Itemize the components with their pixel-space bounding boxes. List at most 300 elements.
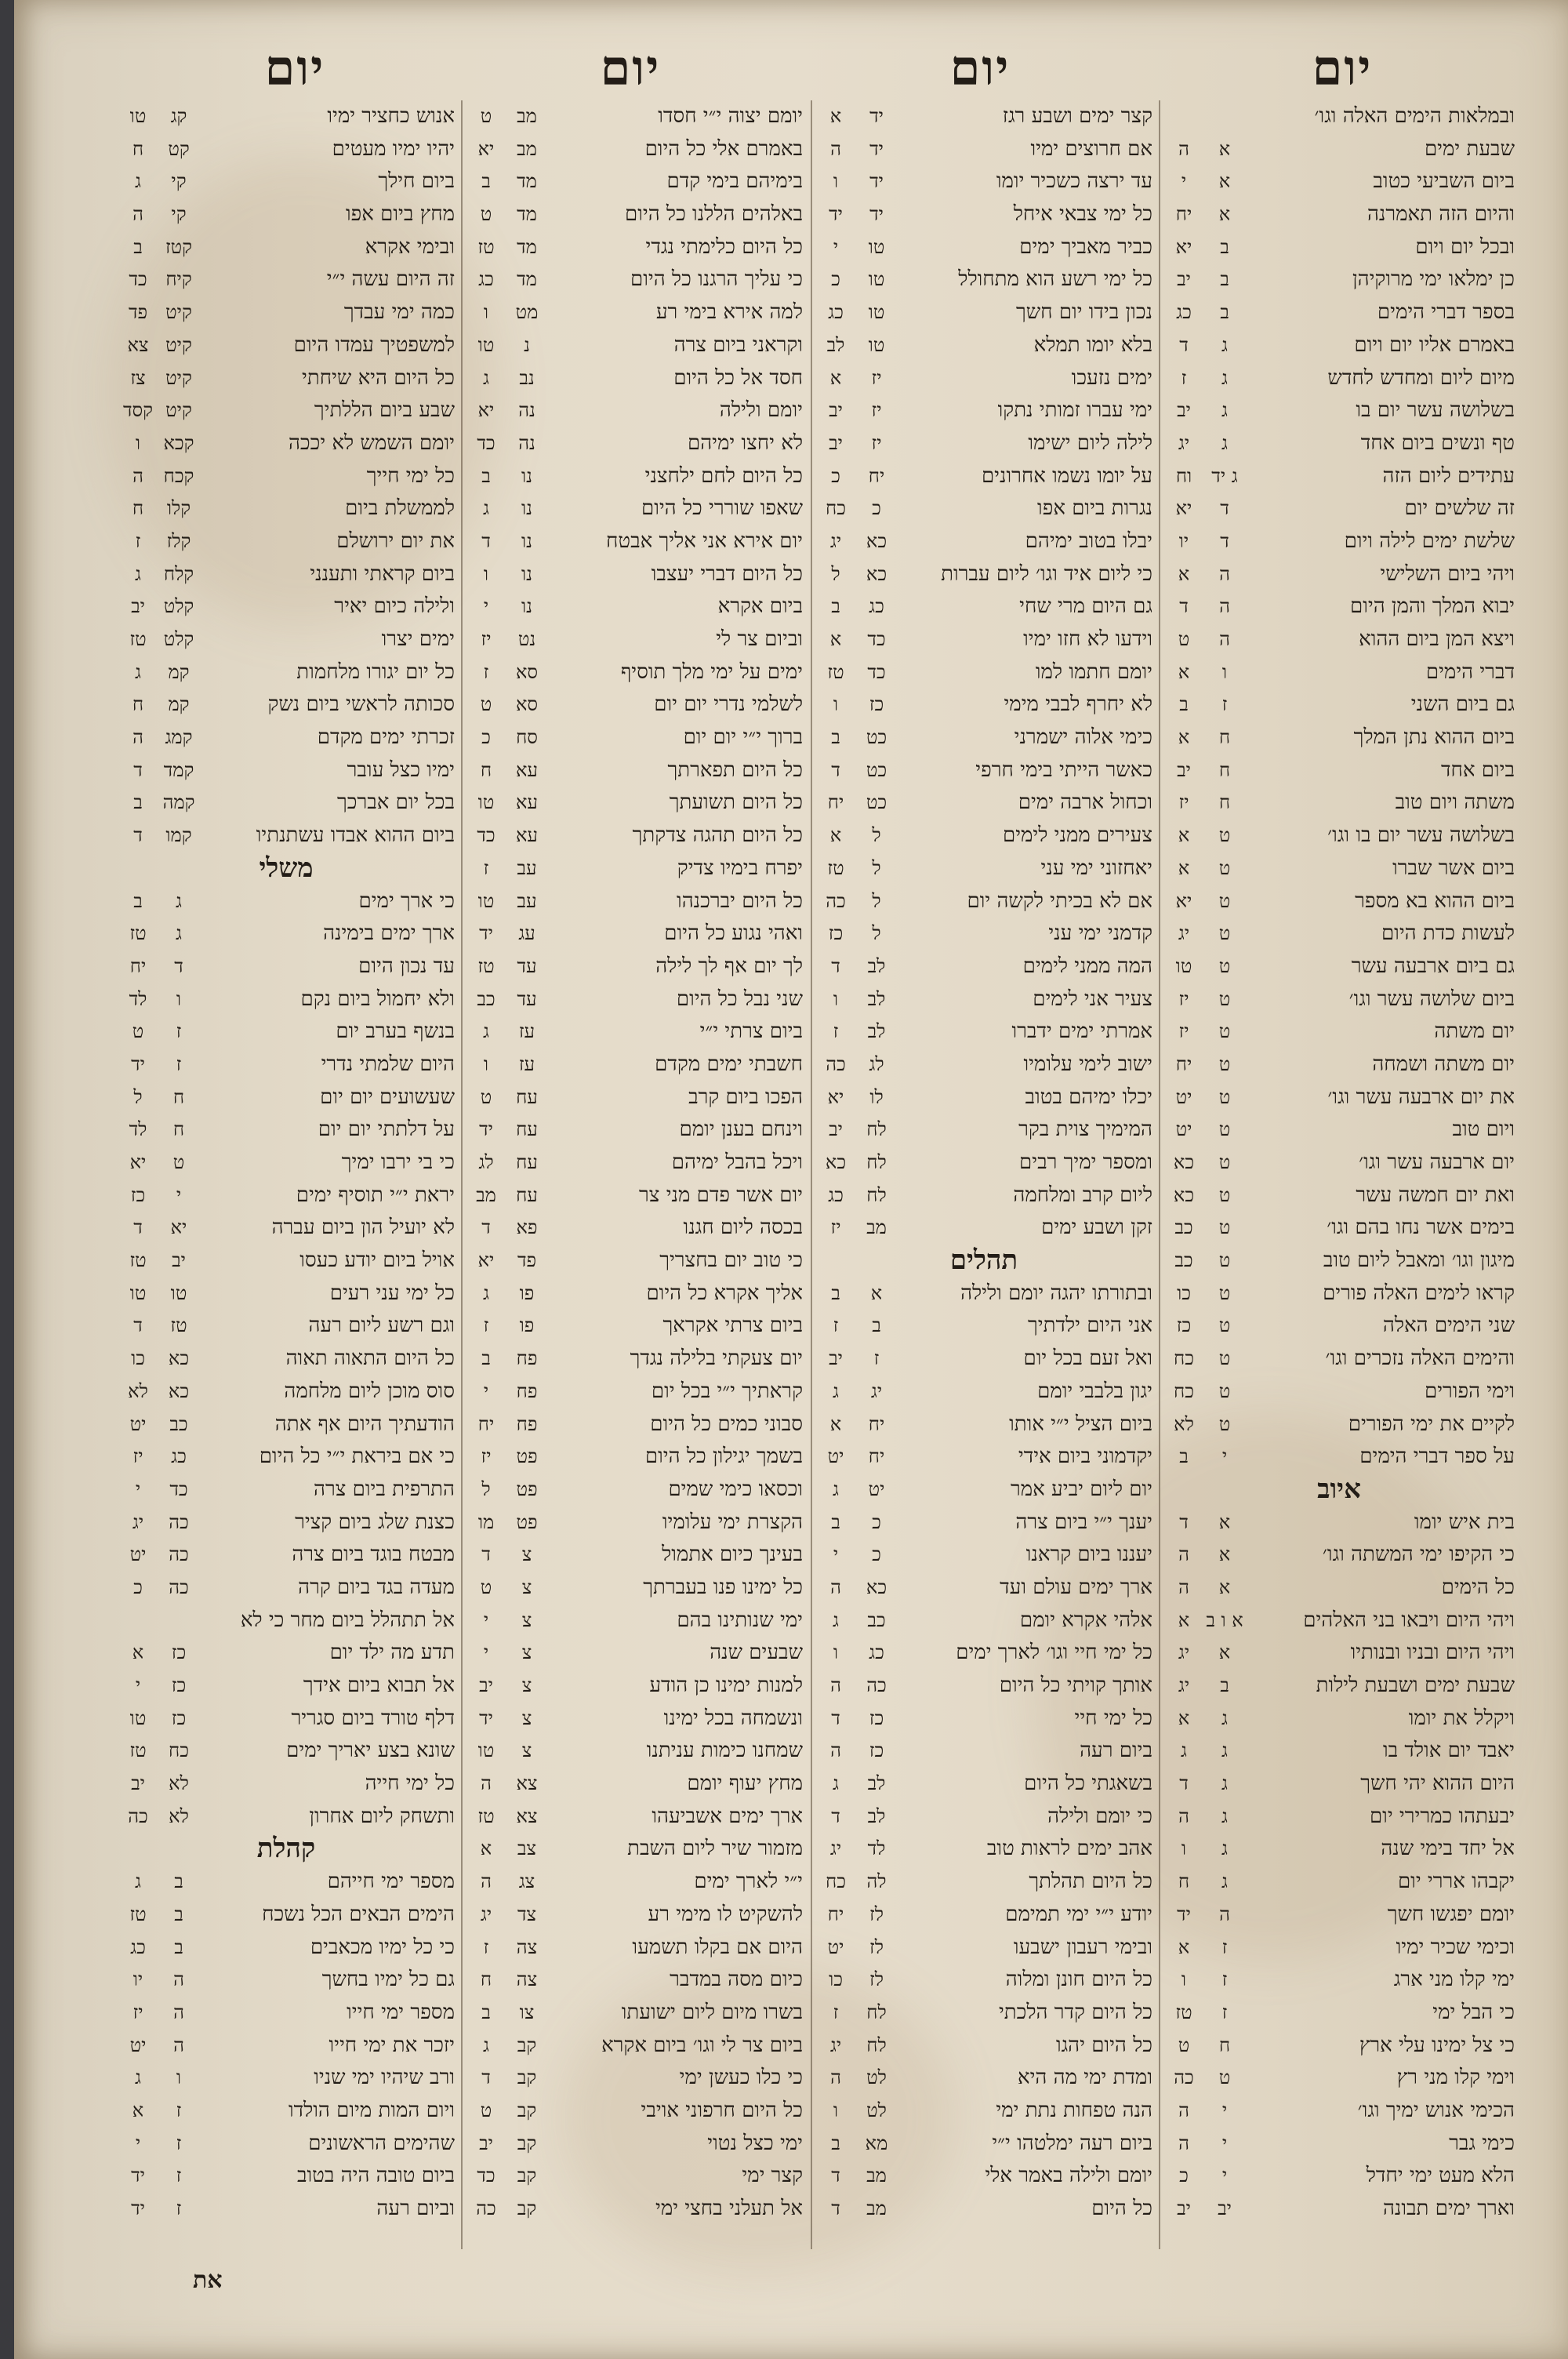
chapter-number: כ xyxy=(872,497,881,520)
verse-number: יג xyxy=(1178,1641,1190,1664)
concordance-entry xyxy=(815,2128,1154,2161)
verse-number: ד xyxy=(133,758,143,781)
chapter-number: קב xyxy=(517,2197,537,2219)
entry-phrase: בשאגתי כל היום xyxy=(1024,1772,1152,1796)
chapter-number: נב xyxy=(519,366,535,389)
chapter-number: סח xyxy=(516,726,538,749)
verse-number: א xyxy=(1178,824,1190,847)
concordance-entry xyxy=(466,100,804,133)
verse-number: ז xyxy=(483,1936,489,1958)
verse-number: יא xyxy=(1175,889,1192,912)
concordance-entry xyxy=(815,1343,1154,1376)
chapter-number: כה xyxy=(169,1510,189,1533)
chapter-number: נו xyxy=(521,529,532,552)
chapter-number: צא xyxy=(516,1772,538,1795)
entry-phrase: התרפית ביום צרה xyxy=(314,1477,455,1501)
verse-number: יט xyxy=(827,1936,844,1958)
chapter-number: פט xyxy=(516,1445,538,1468)
concordance-entry xyxy=(466,558,804,591)
verse-number: טז xyxy=(129,1739,147,1762)
concordance-entry xyxy=(815,754,1154,787)
chapter-number: עב xyxy=(517,856,537,879)
concordance-entry xyxy=(118,1114,456,1147)
entry-phrase: היום אם בקלו תשמעו xyxy=(632,1935,803,1959)
entry-phrase: ויום טוב xyxy=(1452,1118,1515,1142)
concordance-entry xyxy=(1163,2193,1516,2226)
verse-number: י xyxy=(483,595,489,618)
concordance-entry xyxy=(118,1539,456,1572)
concordance-entry xyxy=(815,329,1154,362)
verse-number: א xyxy=(1178,1936,1190,1958)
verse-number: א xyxy=(1178,726,1190,749)
concordance-entry xyxy=(1163,1310,1516,1343)
concordance-entry xyxy=(1163,820,1516,852)
verse-number: ד xyxy=(481,1543,491,1566)
chapter-number: א xyxy=(1218,203,1231,226)
concordance-entry xyxy=(1163,329,1516,362)
chapter-number: לה xyxy=(866,1870,887,1893)
chapter-number: קלז xyxy=(166,529,191,552)
entry-phrase: הלא מעט ימי יחדל xyxy=(1366,2164,1515,2188)
entry-phrase: וארך ימים תבונה xyxy=(1382,2197,1515,2220)
verse-number: יז xyxy=(1178,987,1189,1010)
concordance-entry xyxy=(815,1049,1154,1081)
chapter-number: כח xyxy=(169,1739,189,1762)
concordance-entry xyxy=(118,656,456,689)
verse-number: פד xyxy=(128,301,148,324)
chapter-number: יב xyxy=(1218,2197,1232,2219)
chapter-number: ה xyxy=(173,2001,184,2023)
entry-phrase: כימי גבר xyxy=(1449,2131,1515,2155)
verse-number: ג xyxy=(833,1608,839,1631)
concordance-entry xyxy=(118,983,456,1016)
entry-phrase: ויהי היום ויבאו בני האלהים xyxy=(1303,1608,1515,1632)
verse-number: ז xyxy=(833,1314,839,1337)
verse-number: ט xyxy=(480,693,492,716)
chapter-number: ט xyxy=(1218,922,1231,945)
concordance-entry xyxy=(118,591,456,623)
entry-phrase: יענך י״י ביום צרה xyxy=(1015,1510,1152,1534)
chapter-number: כט xyxy=(866,758,887,781)
verse-number: כד xyxy=(129,268,147,291)
verse-number: יז xyxy=(1178,1020,1189,1043)
entry-phrase: בעינך כיום אתמול xyxy=(662,1543,803,1567)
concordance-entry xyxy=(118,722,456,754)
concordance-entry xyxy=(118,2030,456,2063)
chapter-number: לו xyxy=(869,1085,884,1108)
verse-number: ח xyxy=(132,497,144,520)
concordance-entry xyxy=(815,1932,1154,1965)
chapter-number: עד xyxy=(517,987,537,1010)
concordance-entry xyxy=(1163,231,1516,264)
chapter-number: קג xyxy=(170,105,187,127)
entry-phrase: ימיו כצל עובר xyxy=(347,758,455,782)
verse-number: ד xyxy=(831,1805,840,1827)
entry-phrase: למשפטיך עמדו היום xyxy=(293,333,455,357)
entry-phrase: אם חרוצים ימיו xyxy=(1030,136,1152,161)
chapter-number: יח xyxy=(868,464,885,487)
concordance-entry xyxy=(1163,591,1516,623)
verse-number: יד xyxy=(829,203,843,226)
verse-number: ו xyxy=(1181,1968,1187,1991)
chapter-number: ט xyxy=(1218,1281,1231,1304)
chapter-number: נו xyxy=(521,562,532,585)
verse-number: ד xyxy=(831,1707,840,1729)
chapter-number: כה xyxy=(169,1576,189,1598)
verse-number: ה xyxy=(1178,1805,1189,1827)
verse-number: כח xyxy=(826,497,846,520)
chapter-number: יב xyxy=(172,1249,186,1272)
concordance-entry xyxy=(815,525,1154,558)
concordance-entry xyxy=(815,362,1154,395)
entry-phrase: וינחם בענן יומם xyxy=(679,1118,803,1142)
concordance-entry xyxy=(118,918,456,951)
entry-phrase: ביום אשר שברו xyxy=(1392,856,1515,880)
chapter-number: י xyxy=(1221,2099,1228,2121)
concordance-entry xyxy=(815,100,1154,133)
entry-phrase: כי ליום איד וגו׳ ליום עברות xyxy=(941,562,1152,586)
chapter-number: א xyxy=(870,1281,883,1304)
concordance-entry xyxy=(118,1507,456,1539)
entry-phrase: קראתיך י״י בכל יום xyxy=(651,1379,803,1403)
verse-number: ב xyxy=(831,1281,840,1304)
concordance-entry xyxy=(466,852,804,885)
concordance-entry xyxy=(815,1212,1154,1245)
verse-number: י xyxy=(1181,170,1187,193)
entry-phrase: בכסה ליום חגנו xyxy=(683,1216,803,1240)
concordance-entry xyxy=(466,2128,804,2161)
chapter-number: לט xyxy=(866,2099,887,2121)
verse-number: י xyxy=(483,1608,489,1631)
entry-phrase: כל ימי צבאי איחל xyxy=(1013,202,1152,227)
entry-phrase: כל היום היא שיחתי xyxy=(302,365,455,390)
verse-number: ה xyxy=(1178,2132,1189,2154)
concordance-entry xyxy=(815,1964,1154,1997)
verse-number: כה xyxy=(826,1052,846,1075)
entry-phrase: ובתורתו יהגה יומם ולילה xyxy=(960,1281,1152,1305)
chapter-number: כז xyxy=(869,1739,884,1762)
verse-number: ו xyxy=(833,693,839,716)
chapter-number: ט xyxy=(1218,1314,1231,1337)
concordance-entry xyxy=(815,1441,1154,1474)
verse-number: כא xyxy=(1173,1151,1195,1173)
verse-number: ה xyxy=(1178,2099,1189,2121)
verse-number: א xyxy=(480,1837,492,1860)
entry-phrase: כל ימינו פנו בעברתך xyxy=(643,1575,803,1599)
entry-phrase: יום אירא אני אליך אבטח xyxy=(606,529,803,553)
concordance-entry xyxy=(118,1147,456,1180)
verse-number: כג xyxy=(828,301,844,324)
chapter-number: טו xyxy=(170,1281,187,1304)
concordance-entry xyxy=(466,1932,804,1965)
entry-phrase: דברי הימים xyxy=(1425,660,1515,684)
chapter-number: ט xyxy=(1218,1052,1231,1075)
concordance-entry xyxy=(466,1997,804,2030)
verse-number: ו xyxy=(833,987,839,1010)
chapter-number: ב xyxy=(174,1936,183,1958)
chapter-number: ו xyxy=(176,2066,182,2089)
chapter-number: לז xyxy=(869,1936,884,1958)
entry-phrase: ורב שיהיו ימי שניו xyxy=(314,2066,455,2090)
chapter-number: קיט xyxy=(165,366,192,389)
concordance-entry xyxy=(466,1278,804,1310)
verse-number: ה xyxy=(481,1870,492,1893)
verse-number: כד xyxy=(477,824,495,847)
verse-number: צז xyxy=(130,366,146,389)
chapter-number: לב xyxy=(867,987,886,1010)
verse-number: לג xyxy=(478,1151,494,1173)
entry-phrase: המימיך צוית בקר xyxy=(1018,1118,1152,1142)
entry-phrase: כל ימי חייך xyxy=(366,463,455,488)
verse-number: ג xyxy=(135,660,141,683)
entry-phrase: ימים נזעכו xyxy=(1071,365,1152,390)
entry-phrase: מזמור שיר ליום השבת xyxy=(627,1837,803,1861)
entry-phrase: בימיהם בימי קדם xyxy=(666,169,803,194)
chapter-number: יד xyxy=(869,137,884,160)
concordance-entry xyxy=(466,296,804,329)
chapter-number: ח xyxy=(172,1118,185,1141)
verse-number: ד xyxy=(1179,1772,1189,1795)
concordance-entry xyxy=(466,1866,804,1899)
entry-phrase: יום משתה ושמחה xyxy=(1372,1052,1515,1076)
chapter-number: קכח xyxy=(163,464,194,487)
entry-phrase: יעננו ביום קראנו xyxy=(1025,1543,1152,1567)
chapter-number: א xyxy=(1218,137,1231,160)
concordance-entry xyxy=(466,329,804,362)
concordance-entry xyxy=(466,2193,804,2226)
entry-phrase: וכימי שכיר ימיו xyxy=(1396,1935,1515,1959)
verse-number: ב xyxy=(1179,693,1189,716)
concordance-entry xyxy=(1163,362,1516,395)
entry-phrase: ואל זעם בכל יום xyxy=(1023,1347,1152,1371)
concordance-entry xyxy=(815,1180,1154,1212)
chapter-number: ט xyxy=(1218,1118,1231,1141)
verse-number: יב xyxy=(829,1118,843,1141)
chapter-number: פח xyxy=(516,1412,538,1435)
concordance-entry xyxy=(815,1605,1154,1637)
verse-number: יג xyxy=(1178,431,1190,454)
entry-phrase: ביום ההוא אבדו עשתנתיו xyxy=(256,823,455,848)
entry-phrase: כל היום תהלתך xyxy=(1029,1870,1152,1894)
concordance-entry xyxy=(466,656,804,689)
chapter-number: מב xyxy=(866,2165,887,2187)
chapter-number: ג xyxy=(176,922,182,945)
concordance-entry xyxy=(1163,1016,1516,1049)
entry-phrase: יהיו ימיו מעטים xyxy=(332,136,455,161)
concordance-entry xyxy=(1163,1801,1516,1834)
entry-phrase: ולא יחמול ביום נקם xyxy=(300,987,455,1011)
chapter-number: ג xyxy=(1221,399,1228,422)
concordance-entry xyxy=(118,264,456,296)
chapter-number: נה xyxy=(518,399,535,422)
chapter-number: י xyxy=(1221,1445,1228,1468)
verse-number: כד xyxy=(477,431,495,454)
entry-phrase: עתידים ליום הזה xyxy=(1382,463,1515,488)
entry-phrase: בנשף בערב יום xyxy=(336,1020,455,1044)
concordance-entry xyxy=(118,1212,456,1245)
entry-phrase: ביום רעה ימלטהו י״י xyxy=(992,2131,1152,2155)
verse-number: כז xyxy=(1176,1314,1192,1337)
entry-phrase: ארך ימים בימינה xyxy=(323,921,455,946)
verse-number: ג xyxy=(483,366,489,389)
verse-number: כו xyxy=(131,1347,145,1370)
verse-number: ג xyxy=(833,1379,839,1402)
entry-phrase: כי אם ביראת י״י כל היום xyxy=(259,1445,455,1469)
verse-number: ג xyxy=(833,1772,839,1795)
entry-phrase: יומם יפגשו חשך xyxy=(1387,1902,1515,1926)
verse-number: יח xyxy=(1175,203,1192,226)
verse-number: ד xyxy=(831,2197,840,2219)
entry-phrase: אליך אקרא כל היום xyxy=(646,1281,803,1305)
concordance-entry xyxy=(466,1376,804,1408)
concordance-entry xyxy=(466,951,804,983)
concordance-entry xyxy=(466,918,804,951)
entry-phrase: באמרם אליו יום ויום xyxy=(1354,333,1515,357)
chapter-number: ב xyxy=(1220,1674,1229,1696)
concordance-entry xyxy=(466,1605,804,1637)
concordance-entry xyxy=(1163,1408,1516,1441)
verse-number: א xyxy=(1178,1608,1190,1631)
entry-phrase: ולילה כיום יאיר xyxy=(334,594,455,619)
entry-phrase: ובימי רעבון ישבעו xyxy=(1013,1935,1152,1959)
entry-phrase: כל היום קדר הלכתי xyxy=(998,2000,1152,2024)
concordance-entry xyxy=(1163,1768,1516,1801)
entry-phrase: ביום צר לי וגו׳ ביום אקרא xyxy=(601,2033,803,2057)
chapter-number: כא xyxy=(866,1576,887,1598)
concordance-entry xyxy=(466,1572,804,1605)
verse-number: יז xyxy=(132,1445,143,1468)
verse-number: ח xyxy=(132,137,144,160)
concordance-entry xyxy=(118,1376,456,1408)
chapter-number: צה xyxy=(516,1968,538,1991)
chapter-number: לג xyxy=(869,1052,884,1075)
chapter-number: טו xyxy=(868,301,885,324)
verse-number: כז xyxy=(828,922,844,945)
chapter-number: כג xyxy=(869,595,884,618)
verse-number: יט xyxy=(129,1412,147,1435)
chapter-number: א xyxy=(1218,1543,1231,1566)
verse-number: ט xyxy=(480,105,492,127)
entry-phrase: חסד אל כל היום xyxy=(673,365,803,390)
entry-phrase: יאחזוני ימי עני xyxy=(1040,856,1152,880)
chapter-number: נו xyxy=(521,497,532,520)
concordance-entry xyxy=(1163,1180,1516,1212)
entry-phrase: כי צל ימינו עלי ארץ xyxy=(1359,2033,1515,2057)
entry-phrase: בלא יומו תמלא xyxy=(1033,333,1152,357)
verse-number: טו xyxy=(129,1281,147,1304)
entry-phrase: כמה ימי עבדך xyxy=(343,300,455,325)
concordance-entry xyxy=(118,1408,456,1441)
concordance-entry xyxy=(118,1932,456,1965)
concordance-entry xyxy=(466,2160,804,2193)
concordance-entry xyxy=(118,1997,456,2030)
concordance-column xyxy=(815,100,1154,2257)
concordance-entry xyxy=(1163,558,1516,591)
chapter-number: מב xyxy=(866,2197,887,2219)
chapter-number: יח xyxy=(868,1445,885,1468)
concordance-entry xyxy=(118,1899,456,1932)
concordance-entry xyxy=(815,1866,1154,1899)
chapter-number: טז xyxy=(170,1314,187,1337)
chapter-number: פח xyxy=(516,1347,538,1370)
verse-number: טז xyxy=(129,628,147,650)
chapter-number: יא xyxy=(170,1216,187,1239)
concordance-entry xyxy=(466,689,804,722)
entry-phrase: אמרתי ימים ידברו xyxy=(1011,1020,1152,1044)
entry-phrase: יכלו ימיהם בטוב xyxy=(1025,1085,1152,1109)
concordance-entry xyxy=(466,525,804,558)
verse-number: יג xyxy=(1178,1674,1190,1696)
chapter-number: עד xyxy=(517,954,537,977)
chapter-number: קמו xyxy=(165,824,192,847)
verse-number: א xyxy=(829,105,842,127)
concordance-column xyxy=(466,100,804,2257)
entry-phrase: זה היום עשה י״י xyxy=(326,267,455,292)
verse-number: מב xyxy=(476,1183,496,1206)
entry-phrase: ליום קרב ומלחמה xyxy=(1013,1183,1152,1207)
concordance-entry xyxy=(815,1801,1154,1834)
entry-phrase: יומם יצוה י״י חסדו xyxy=(658,104,803,128)
chapter-number: יט xyxy=(868,1478,885,1500)
entry-phrase: הודעתיך היום אף אתה xyxy=(274,1412,455,1436)
concordance-entry xyxy=(815,558,1154,591)
chapter-number: קב xyxy=(517,2165,537,2187)
verse-number: ו xyxy=(483,562,489,585)
concordance-entry xyxy=(466,1703,804,1736)
verse-number: ח xyxy=(1178,1870,1190,1893)
chapter-number: ב xyxy=(872,1314,881,1337)
concordance-entry xyxy=(1163,1278,1516,1310)
verse-number: ג xyxy=(483,2034,489,2056)
concordance-entry xyxy=(466,1147,804,1180)
entry-phrase: את יום ארבעה עשר וגו׳ xyxy=(1327,1085,1515,1109)
chapter-number: ט xyxy=(1218,1216,1231,1239)
entry-phrase: אל יחד בימי שנה xyxy=(1381,1837,1515,1861)
verse-number: ד xyxy=(831,758,840,781)
chapter-number: ט xyxy=(1218,987,1231,1010)
chapter-number: ב xyxy=(1220,301,1229,324)
chapter-number: קי xyxy=(171,203,187,226)
concordance-entry xyxy=(1163,885,1516,918)
chapter-number: ה xyxy=(1219,628,1230,650)
verse-number: יב xyxy=(131,595,145,618)
concordance-entry xyxy=(118,231,456,264)
concordance-entry xyxy=(815,2193,1154,2226)
entry-phrase: הפכו ביום קרב xyxy=(688,1085,803,1109)
concordance-entry xyxy=(1163,198,1516,231)
concordance-entry xyxy=(1163,1376,1516,1408)
verse-number: ד xyxy=(1179,1510,1189,1533)
concordance-entry xyxy=(815,165,1154,198)
verse-number: יט xyxy=(827,1445,844,1468)
concordance-entry xyxy=(815,623,1154,656)
concordance-entry xyxy=(466,1049,804,1081)
verse-number: א xyxy=(829,1412,842,1435)
concordance-entry xyxy=(466,1474,804,1507)
verse-number: כ xyxy=(133,1576,143,1598)
entry-phrase: שעשועים יום יום xyxy=(320,1085,455,1109)
entry-phrase: נכון בידו יום חשך xyxy=(1015,300,1152,325)
entry-phrase: קראו לימים האלה פורים xyxy=(1323,1281,1515,1305)
entry-phrase: זכרתי ימים מקדם xyxy=(317,725,455,750)
concordance-entry xyxy=(466,1768,804,1801)
chapter-number: ט xyxy=(1218,1151,1231,1173)
entry-phrase: יבלו בטוב ימיהם xyxy=(1025,529,1152,553)
verse-number: ל xyxy=(831,562,840,585)
chapter-number: ג xyxy=(1221,1707,1228,1729)
verse-number: כא xyxy=(1173,1183,1195,1206)
verse-number: ט xyxy=(132,1020,144,1043)
